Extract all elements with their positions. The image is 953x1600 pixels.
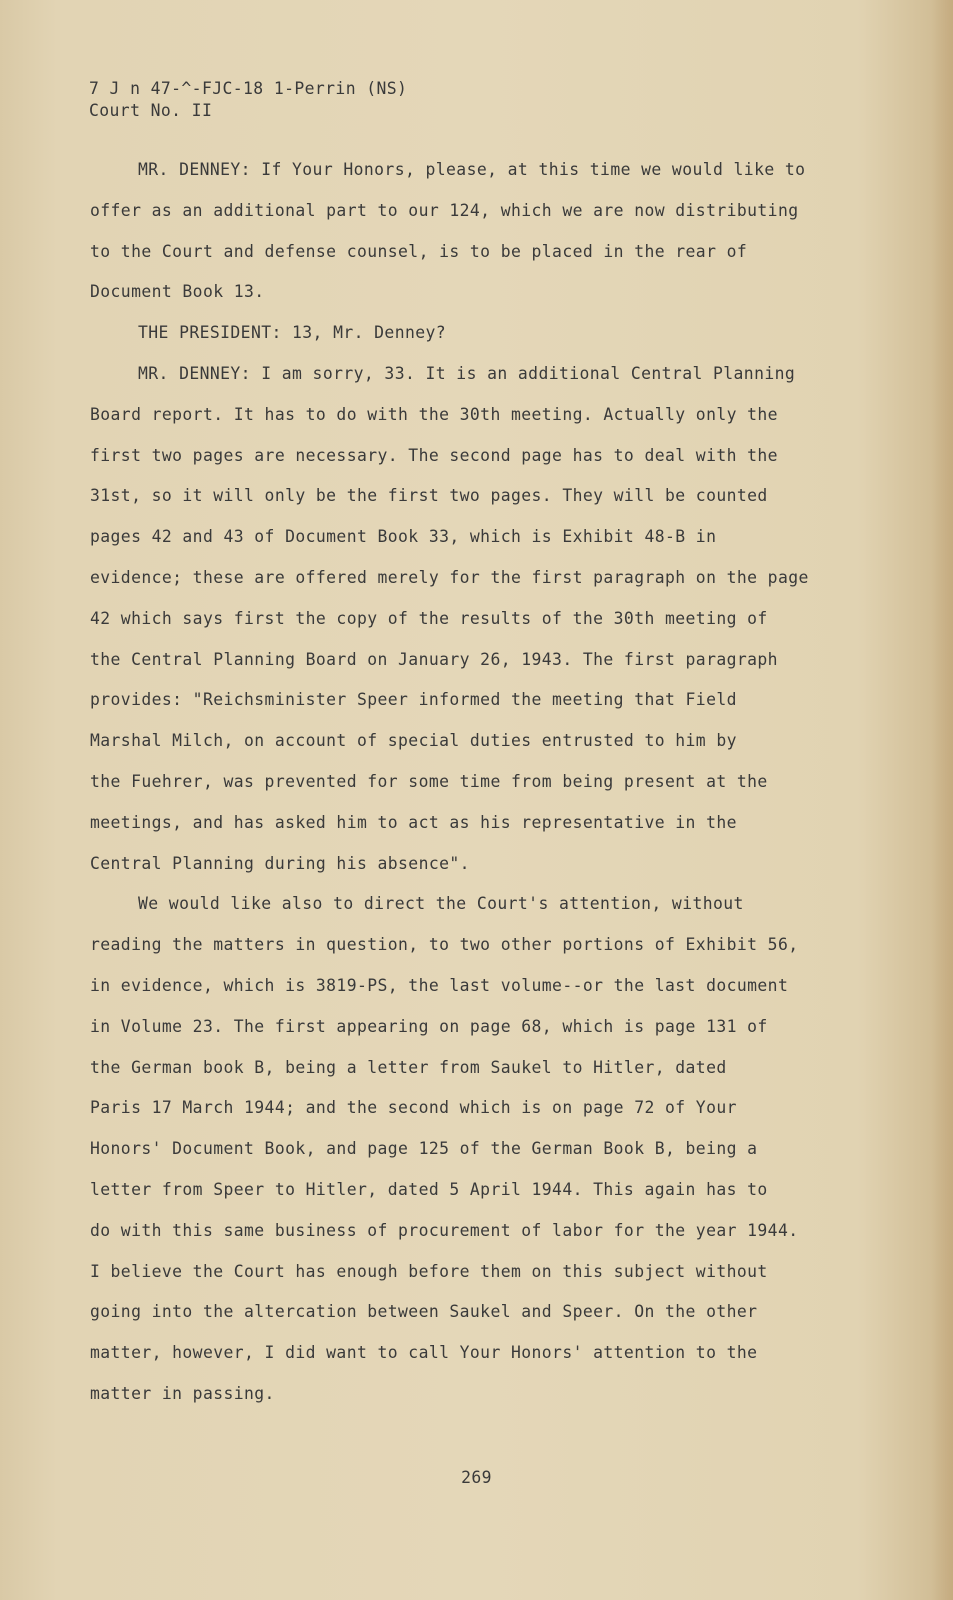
transcript-line: 31st, so it will only be the first two pages. They will be counted bbox=[90, 486, 768, 506]
header-reference-line: 7 J n 47-^-FJC-18 1-Perrin (NS) bbox=[89, 79, 408, 98]
transcript-line: reading the matters in question, to two other portions of Exhibit 56, bbox=[90, 935, 799, 955]
transcript-line: matter in passing. bbox=[90, 1383, 275, 1403]
transcript-line: matter, however, I did want to call Your Honors' attention to the bbox=[90, 1343, 758, 1363]
page-number: 269 bbox=[461, 1468, 492, 1487]
transcript-line: the German book B, being a letter from Saukel to Hitler, dated bbox=[90, 1057, 727, 1077]
header-court-line: Court No. II bbox=[89, 101, 213, 120]
transcript-line: We would like also to direct the Court's attention, without bbox=[138, 894, 744, 914]
transcript-line: evidence; these are offered merely for the first paragraph on the page bbox=[90, 567, 809, 587]
transcript-line: Central Planning during his absence". bbox=[90, 853, 470, 873]
transcript-line: meetings, and has asked him to act as his representative in the bbox=[90, 812, 737, 832]
transcript-line: to the Court and defense counsel, is to be placed in the rear of bbox=[90, 241, 748, 261]
transcript-line: do with this same business of procurement of labor for the year 1944. bbox=[90, 1220, 799, 1240]
transcript-line: offer as an additional part to our 124, which we are now distributing bbox=[90, 200, 799, 220]
transcript-line: MR. DENNEY: I am sorry, 33. It is an additional Central Planning bbox=[138, 363, 796, 383]
transcript-line: provides: "Reichsminister Speer informed the meeting that Field bbox=[90, 690, 737, 710]
transcript-line: first two pages are necessary. The second page has to deal with the bbox=[90, 445, 778, 465]
transcript-line: in Volume 23. The first appearing on page 68, which is page 131 of bbox=[90, 1016, 768, 1036]
transcript-line: going into the altercation between Saukel and Speer. On the other bbox=[90, 1302, 758, 1322]
page-edge-shading bbox=[931, 0, 953, 1600]
transcript-body bbox=[90, 150, 830, 1415]
transcript-line: THE PRESIDENT: 13, Mr. Denney? bbox=[138, 323, 447, 343]
transcript-line: in evidence, which is 3819-PS, the last volume--or the last document bbox=[90, 975, 789, 995]
transcript-line: the Central Planning Board on January 26, 1943. The first paragraph bbox=[90, 649, 778, 669]
transcript-line: pages 42 and 43 of Document Book 33, which is Exhibit 48-B in bbox=[90, 527, 717, 547]
transcript-line: Paris 17 March 1944; and the second which is on page 72 of Your bbox=[90, 1098, 737, 1118]
document-header bbox=[89, 78, 407, 122]
transcript-line: the Fuehrer, was prevented for some time from being present at the bbox=[90, 771, 768, 791]
transcript-line: I believe the Court has enough before them on this subject without bbox=[90, 1261, 768, 1281]
transcript-line: Marshal Milch, on account of special duties entrusted to him by bbox=[90, 731, 737, 751]
transcript-line: letter from Speer to Hitler, dated 5 April 1944. This again has to bbox=[90, 1179, 768, 1199]
transcript-line: MR. DENNEY: If Your Honors, please, at this time we would like to bbox=[138, 160, 806, 179]
transcript-line: Document Book 13. bbox=[90, 282, 265, 302]
transcript-line: Board report. It has to do with the 30th meeting. Actually only the bbox=[90, 404, 778, 424]
transcript-line: 42 which says first the copy of the results of the 30th meeting of bbox=[90, 608, 768, 628]
transcript-line: Honors' Document Book, and page 125 of the German Book B, being a bbox=[90, 1139, 758, 1159]
